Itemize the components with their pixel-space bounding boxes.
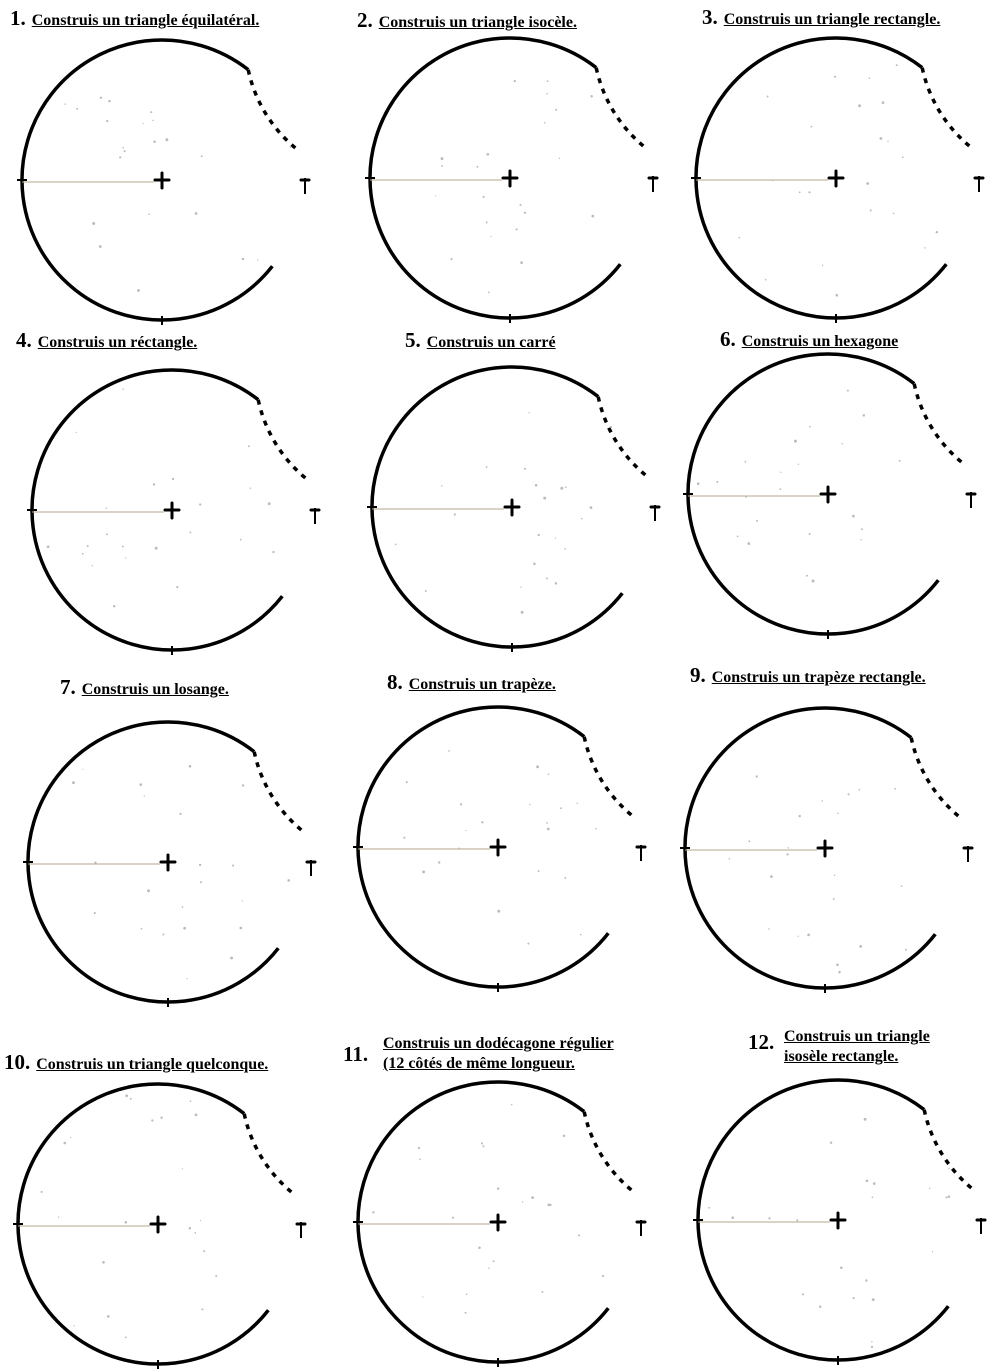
- exercise-number: 12.: [748, 1030, 775, 1054]
- exercise-number: 3.: [702, 5, 718, 29]
- exercise-number: 6.: [720, 327, 736, 351]
- exercise-number: 7.: [60, 675, 76, 699]
- exercise-instruction: Construis un réctangle.: [37, 334, 198, 351]
- exercise-number: 9.: [690, 663, 706, 687]
- exercise-instruction-line-1: Construis un dodécagone régulier: [383, 1035, 614, 1052]
- exercise-instruction: Construis un triangle rectangle.: [723, 11, 941, 28]
- exercise-instruction: Construis un carré: [426, 334, 556, 351]
- exercise-instruction-line-2: isosèle rectangle.: [784, 1048, 899, 1065]
- exercise-number: 10.: [4, 1050, 31, 1074]
- exercise-number: 8.: [387, 670, 403, 694]
- exercise-number: 11.: [343, 1042, 369, 1066]
- exercise-instruction: Construis un triangle quelconque.: [36, 1056, 269, 1073]
- exercise-number: 1.: [10, 6, 26, 30]
- exercise-number: 5.: [405, 328, 421, 352]
- exercise-instruction: Construis un hexagone: [741, 333, 899, 350]
- pin-mark-icon: [977, 1218, 985, 1234]
- exercise-instruction-line-1: Construis un triangle: [784, 1028, 930, 1045]
- exercise-number: 4.: [16, 328, 32, 352]
- exercise-instruction: Construis un triangle équilatéral.: [31, 12, 260, 29]
- exercise-instruction: Construis un triangle isocèle.: [378, 14, 577, 31]
- exercise-number: 2.: [357, 8, 373, 32]
- circle-arc: [698, 1080, 948, 1360]
- exercise-instruction: Construis un trapèze rectangle.: [711, 669, 926, 686]
- exercise-instruction: Construis un trapèze.: [408, 676, 556, 693]
- plus-cross-icon: [831, 1213, 845, 1228]
- exercise-instruction-line-2: (12 côtés de même longueur.: [383, 1055, 575, 1072]
- exercise-instruction: Construis un losange.: [81, 681, 229, 698]
- circle-dashed-arc: [924, 1110, 975, 1191]
